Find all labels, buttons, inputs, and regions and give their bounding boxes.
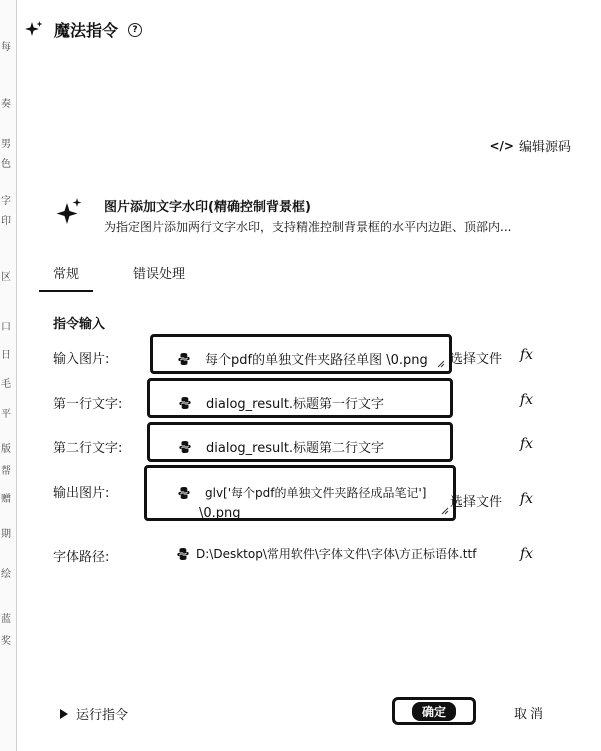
python-icon [177, 352, 191, 366]
help-icon[interactable]: ? [128, 23, 142, 37]
strip-char: 字 [1, 196, 11, 207]
line2-field[interactable] [147, 422, 453, 462]
input-image-label: 输入图片: [53, 352, 110, 367]
strip-char: 毛 [1, 379, 11, 390]
line1-label: 第一行文字: [53, 397, 123, 412]
python-icon [178, 440, 192, 454]
ok-button[interactable] [392, 697, 476, 725]
font-path-field[interactable] [176, 545, 476, 562]
output-image-value-line2: \0.png [199, 505, 241, 521]
input-image-pick-file-button[interactable]: 选择文件 [450, 352, 503, 367]
line1-value: dialog_result.标题第一行文字 [206, 397, 385, 412]
output-image-value-line1: glv['每个pdf的单独文件夹路径成品笔记'] [205, 486, 427, 500]
sparkle-icon [54, 198, 84, 228]
strip-char: 期 [1, 529, 11, 540]
output-image-label: 输出图片: [53, 486, 110, 501]
strip-char: 绘 [1, 569, 11, 580]
strip-char: 男 [1, 139, 11, 150]
command-description: 为指定图片添加两行文字水印，支持精准控制背景框的水平内边距、顶部内... [104, 220, 512, 234]
edit-source-label: 编辑源码 [518, 140, 571, 155]
dialog-title: 魔法指令 [54, 21, 119, 40]
play-icon [60, 709, 68, 719]
strip-char: 平 [1, 409, 11, 420]
tab-general[interactable]: 常规 [39, 263, 93, 292]
edit-source-button[interactable] [489, 136, 571, 155]
cancel-button[interactable]: 取消 [514, 707, 547, 722]
code-icon: </> [489, 138, 514, 153]
input-image-value: 每个pdf的单独文件夹路径单图 \0.png [205, 353, 428, 368]
magic-command-dialog [16, 0, 601, 751]
strip-char: 口 [1, 322, 11, 333]
strip-char: 蓝 [1, 614, 11, 625]
strip-char: 版 [1, 444, 11, 455]
font-path-label: 字体路径: [53, 550, 110, 565]
resize-handle-icon[interactable] [441, 507, 449, 515]
fx-icon[interactable]: fx [520, 436, 534, 452]
section-title: 指令输入 [53, 317, 106, 332]
tab-bar [53, 263, 185, 292]
strip-char: 日 [1, 350, 11, 361]
left-partial-panel [0, 0, 17, 751]
fx-icon[interactable]: fx [520, 392, 534, 408]
strip-char: 奏 [1, 99, 11, 110]
strip-char: 色 [1, 159, 11, 170]
line1-field[interactable] [147, 378, 453, 418]
fx-icon[interactable]: fx [520, 491, 534, 507]
tab-error-handling[interactable]: 错误处理 [133, 267, 186, 282]
line2-value: dialog_result.标题第二行文字 [206, 441, 385, 456]
command-title: 图片添加文字水印(精确控制背景框) [104, 200, 311, 215]
strip-char: 奖 [1, 636, 11, 647]
ok-label: 确定 [412, 702, 456, 721]
strip-char: 赠 [1, 494, 11, 505]
line2-label: 第二行文字: [53, 441, 123, 456]
run-command-button[interactable] [60, 704, 128, 723]
output-image-field[interactable] [144, 465, 456, 521]
sparkle-icon [24, 20, 44, 40]
strip-char: 印 [1, 216, 11, 227]
run-command-label: 运行指令 [76, 708, 129, 723]
python-icon [176, 547, 190, 561]
output-image-pick-file-button[interactable]: 选择文件 [450, 495, 503, 510]
fx-icon[interactable]: fx [520, 347, 534, 363]
strip-char: 每 [1, 42, 11, 53]
dialog-header [24, 18, 142, 41]
resize-handle-icon[interactable] [437, 360, 445, 368]
strip-char: 帮 [1, 466, 11, 477]
fx-icon[interactable]: fx [520, 546, 534, 562]
font-path-value: D:\Desktop\常用软件\字体文件\字体\方正标语体.ttf [196, 547, 477, 561]
python-icon [177, 486, 191, 500]
input-image-field[interactable] [150, 334, 452, 374]
strip-char: 区 [1, 272, 11, 283]
python-icon [178, 396, 192, 410]
